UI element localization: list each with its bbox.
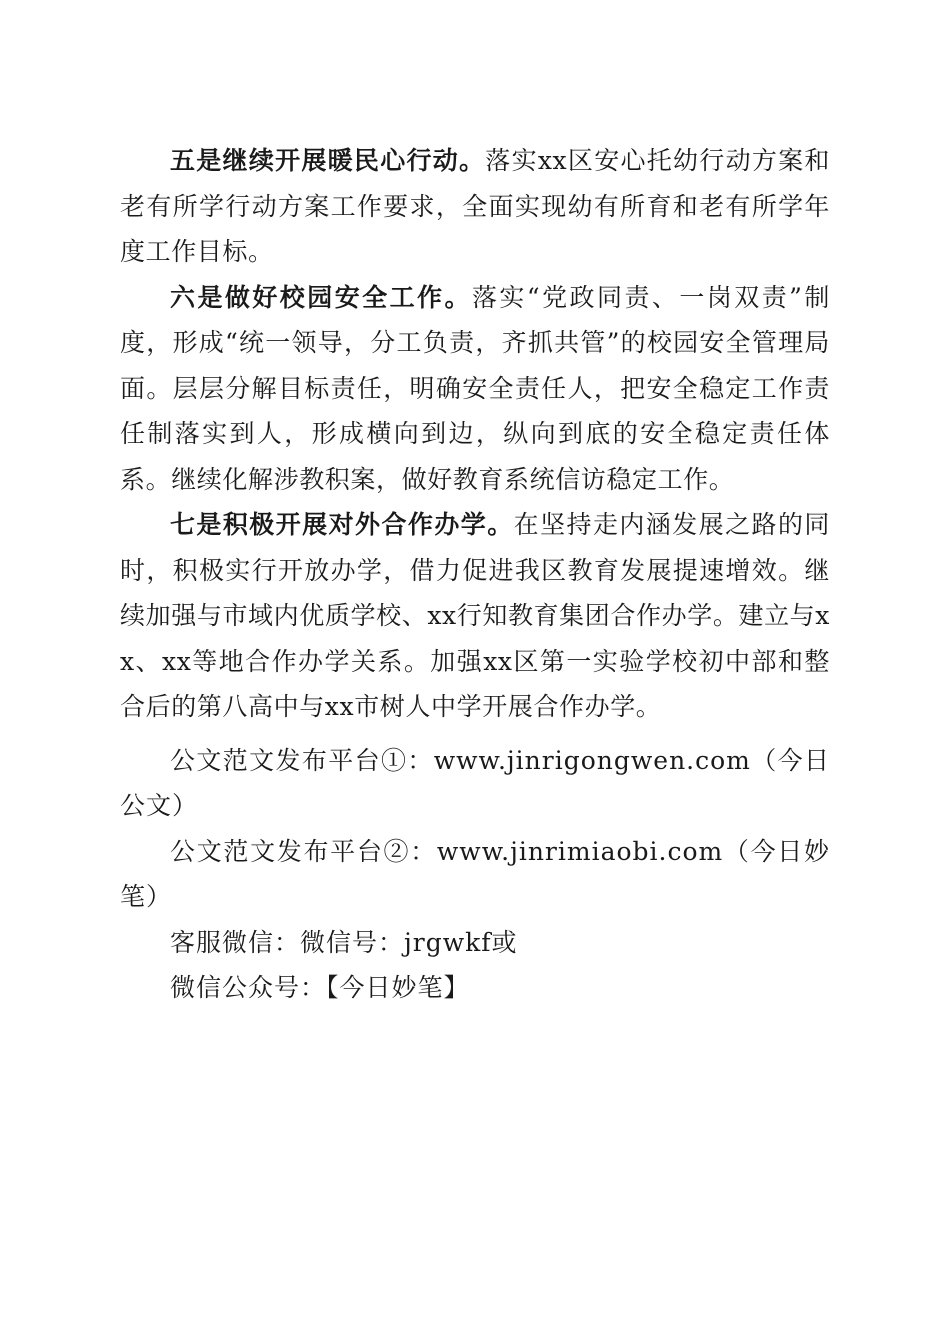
paragraph-lead: 六是做好校园安全工作。 (170, 282, 472, 312)
paragraph-lead: 七是积极开展对外合作办学。 (170, 510, 514, 539)
platform-2-line: 公文范文发布平台②：www.jinrimiaobi.com（今日妙笔） (120, 836, 830, 911)
official-account-line: 微信公众号：【今日妙笔】 (170, 973, 470, 1002)
paragraph-body: 落实“党政同责、一岗双责”制度，形成“统一领导，分工负责，齐抓共管”的校园安全管理局面。层层分解目标责任，明确安全责任人，把安全稳定工作责任制落实到人，形成横向到边，纵向到底的安全稳定责任体系。继续化解涉教积案，做好教育系统信访稳定工作。 (120, 282, 830, 494)
paragraph-lead: 五是继续开展暖民心行动。 (170, 146, 486, 175)
paragraph-cooperation (120, 502, 830, 730)
paragraph-warm-heart (120, 138, 830, 275)
paragraph-campus-safety (120, 275, 830, 503)
paragraph-body: 在坚持走内涵发展之路的同时，积极实行开放办学，借力促进我区教育发展提速增效。继续加强与市域内优质学校、xx行知教育集团合作办学。建立与xx、xx等地合作办学关系。加强xx区第一实验学校初中部和整合后的第八高中与xx市树人中学开展合作办学。 (120, 510, 831, 721)
paragraph-body: 落实xx区安心托幼行动方案和老有所学行动方案工作要求，全面实现幼有所育和老有所学年度工作目标。 (120, 146, 830, 266)
wechat-line: 客服微信：微信号：jrgwkf或 (170, 927, 518, 957)
footer-info (120, 738, 830, 1011)
document-page (120, 138, 830, 1011)
platform-1-line: 公文范文发布平台①：www.jinrigongwen.com（今日公文） (120, 745, 830, 820)
